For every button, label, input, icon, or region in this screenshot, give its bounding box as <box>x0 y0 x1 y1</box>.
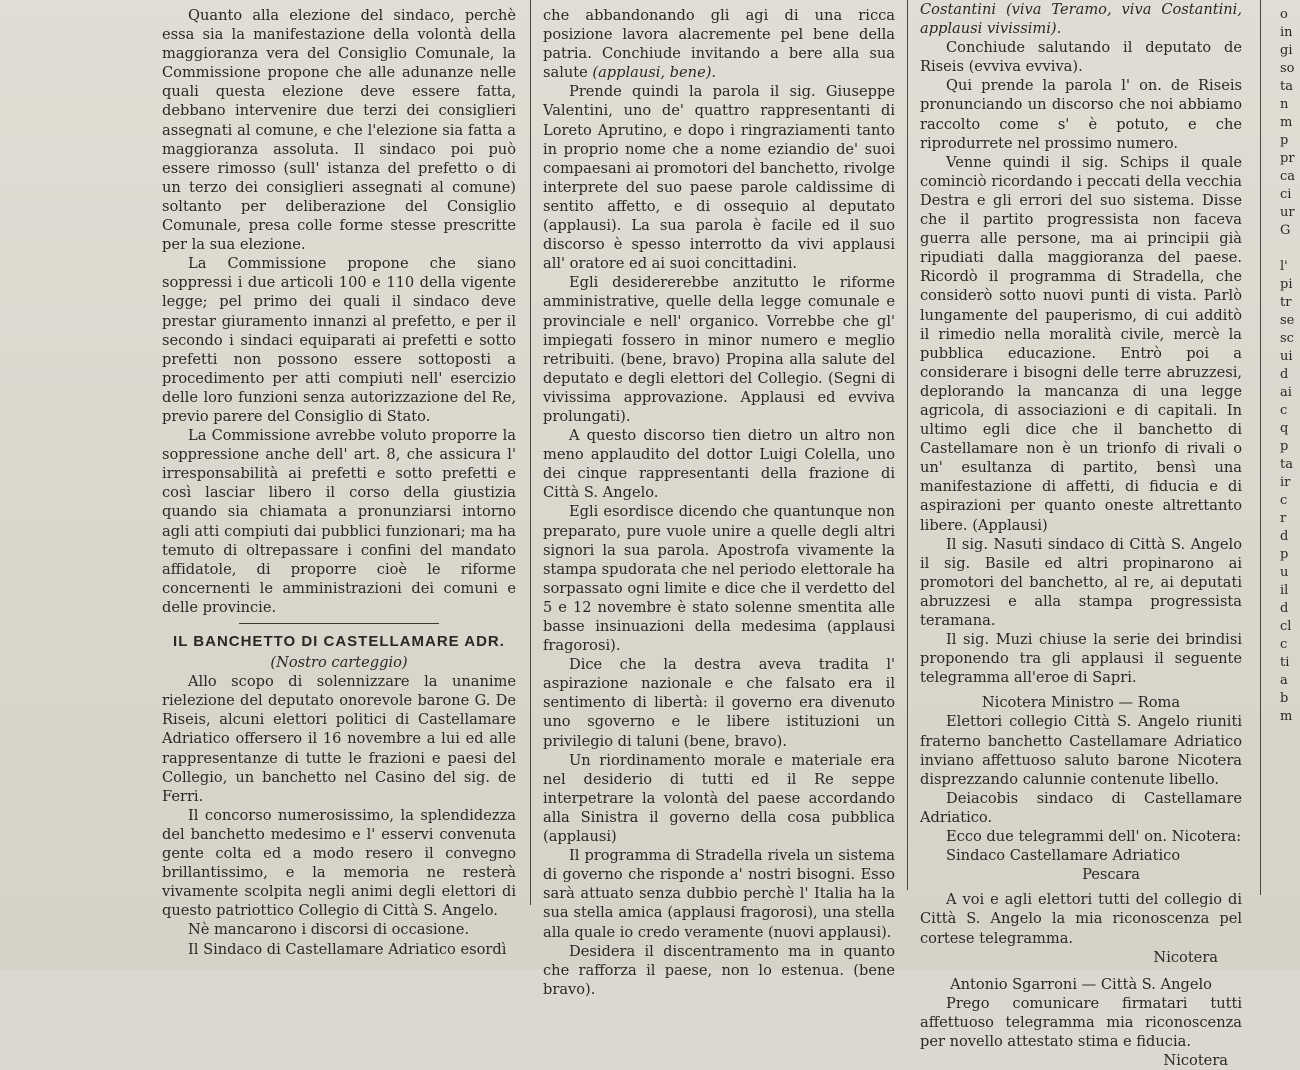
column-rule-2 <box>907 0 908 890</box>
column-4-line: ir <box>1280 475 1291 490</box>
col2-paragraph-6: Un riordinamento morale e materiale era nel desiderio di tutti ed il Re seppe interpetrare la volontà del paese accordando alla Sinistra il governo della cosa pubblica (applausi) <box>543 751 895 846</box>
column-4-line: ta <box>1280 457 1293 472</box>
telegram-2-heading: Sindaco Castellamare Adriatico <box>946 847 1181 865</box>
column-4-line: u <box>1280 565 1289 580</box>
column-4-line: pi <box>1280 277 1293 292</box>
col1-article-paragraph-4: Il Sindaco di Castellamare Adriatico esordì <box>188 940 507 958</box>
col2-paragraph-1: Prende quindi la parola il sig. Giuseppe Valentini, uno de' quattro rappresentanti di Loreto Aprutino, e dopo i ringraziamenti tanto in proprio nome che a nome eziandio de' suoi compaesani ai promotori del banchetto, rivolge interprete del suo paese parole caldissime di sentito affetto, e di ossequio al deputato (applausi). La sua parola è facile ed il suo discorso è spesso interrotto da vivi applausi all' oratore ed ai suoi concittadini. <box>543 83 895 273</box>
column-4-line <box>1280 240 1300 258</box>
column-2 <box>543 6 895 999</box>
column-4-line: ai <box>1280 385 1292 400</box>
column-rule-1 <box>530 0 531 905</box>
column-rule-3 <box>1260 0 1261 895</box>
column-4-line: d <box>1280 601 1289 616</box>
column-4-line: d <box>1280 367 1289 382</box>
telegram-3-heading: Antonio Sgarroni — Città S. Angelo <box>950 975 1212 993</box>
column-4-line: l' <box>1280 259 1288 274</box>
column-4-line: m <box>1280 115 1293 130</box>
column-4-line: q <box>1280 421 1289 436</box>
col1-article-paragraph-2: Il concorso numerosissimo, la splendidezza del banchetto medesimo e l' esservi convenuta gente colta ed a modo resero il convegno brillantissimo, e la memoria ne resterà vivamente scolpita negli animi degli elettori di questo patriottico Collegio di Città S. Angelo. <box>162 806 516 920</box>
column-4-line: c <box>1280 637 1288 652</box>
telegram-1-heading: Nicotera Ministro — Roma <box>981 694 1181 712</box>
col1-article-paragraph-1: Allo scopo di solennizzare la unanime rielezione del deputato onorevole barone G. De Riseis, alcuni elettori politici di Castellamare Adriatico offersero il 16 novembre a lui ed alle rappresentanze di tutte le frazioni e paesi del Collegio, un banchetto nel Casino del sig. de Ferri. <box>162 673 516 805</box>
column-4-line: d <box>1280 529 1289 544</box>
column-4-line: tr <box>1280 295 1292 310</box>
column-4-line: p <box>1280 133 1289 148</box>
telegram-1-signature: Deiacobis sindaco di Castellamare Adriatico. <box>920 789 1242 826</box>
column-4-line: G <box>1280 223 1291 238</box>
column-4-line: se <box>1280 313 1295 328</box>
telegram-1-body: Elettori collegio Città S. Angelo riuniti fraterno banchetto Castellamare Adriatico inviano affettuoso saluto barone Nicotera disprezzando calunnie contenute libello. <box>920 713 1242 788</box>
article-subhead: (Nostro carteggio) <box>270 654 408 672</box>
column-4-line: p <box>1280 439 1289 454</box>
column-4-line: ti <box>1280 655 1290 670</box>
col3-top-fragment: Costantini (viva Teramo, viva Costantini, applausi vivissimi). <box>920 1 1242 38</box>
column-4-line: ca <box>1280 169 1296 184</box>
column-4-line: c <box>1280 493 1288 508</box>
column-4-line: ui <box>1280 349 1293 364</box>
col3-paragraph-3: Venne quindi il sig. Schips il quale cominciò ricordando i peccati della vecchia Destra e gli errori del suo sistema. Disse che il partito progressista non faceva guerra alle persone, ma ai principii già ripudiati dalla maggioranza del paese. Ricordò il programma di Stradella, che considerò sotto nuovi punti di vista. Parlò lungamente del pauperismo, di cui additò il rimedio nella moralità civile, mercè la pubblica educazione. Entrò poi a considerare i bisogni delle terre abruzzesi, deplorando la mancanza di una legge agricola, di associazioni e di capitali. In ultimo egli dice che il banchetto di Castellamare non è un trionfo di rivali o un' esultanza di partito, bensì una manifestazione di affetti, di fiducia e di aspirazioni per quanto oneste altrettanto libere. (Applausi) <box>920 153 1242 534</box>
column-3 <box>920 0 1242 1070</box>
column-4-lines <box>1280 6 1300 726</box>
column-4-line: gi <box>1280 43 1293 58</box>
column-4-line: r <box>1280 511 1287 526</box>
telegram-3-body: Prego comunicare firmatari tutti affettuoso telegramma mia riconoscenza per novello attestato stima e fiducia. <box>920 994 1242 1050</box>
col2-paragraph-7: Il programma di Stradella rivela un sistema di governo che risponde a' nostri bisogni. Esso sarà attuato senza dubbio perchè l' Italia ha la sua stella amica (applausi fragorosi), una stella alla quale io credo veramente (nuovi applausi). <box>543 847 895 941</box>
article-headline: IL BANCHETTO DI CASTELLAMARE ADR. <box>173 633 505 650</box>
column-4-line: p <box>1280 547 1289 562</box>
column-4-line: b <box>1280 691 1289 706</box>
column-4-line: a <box>1280 673 1288 688</box>
telegram-2-body: A voi e agli elettori tutti del collegio di Città S. Angelo la mia riconoscenza pel cortese telegramma. <box>920 891 1242 947</box>
col2-paragraph-8: Desidera il discentramento ma in quanto che rafforza il paese, non lo estenua. (bene bravo). <box>543 942 895 998</box>
column-4-line: n <box>1280 97 1289 112</box>
column-4-line: so <box>1280 61 1295 76</box>
col2-paragraph-4: Egli esordisce dicendo che quantunque non preparato, pure vuole unire a quelle degli altri signori la sua parola. Apostrofa vivamente la stampa spudorata che nel periodo elettorale ha sorpassato ogni limite e dice che il verdetto del 5 e 12 novembre è stato solenne smentita alle basse insinuazioni della medesima (applausi fragorosi). <box>543 503 895 655</box>
col3-paragraph-4: Il sig. Nasuti sindaco di Città S. Angelo il sig. Basile ed altri propinarono ai promotori del banchetto, al re, ai deputati abruzzesi e alla stampa progressista teramana. <box>920 535 1242 629</box>
col1-paragraph-1: Quanto alla elezione del sindaco, perchè essa sia la manifestazione della volontà della maggioranza vera del Consiglio Comunale, la Commissione propone che alle adunanze nelle quali questa elezione deve essere fatta, debbano intervenire due terzi dei consiglieri assegnati al comune, e che l'elezione sia fatta a maggioranza assoluta. Il sindaco poi può essere rimosso (sull' istanza del prefetto o di un terzo dei consiglieri assegnati al comune) soltanto per deliberazione del Consiglio Comunale, presa colle forme stesse prescritte per la sua elezione. <box>162 7 516 254</box>
col1-article-paragraph-3: Nè mancarono i discorsi di occasione. <box>188 921 470 939</box>
col2-paragraph-5: Dice che la destra aveva tradita l' aspirazione nazionale e che falsato era il sentimento di libertà: il governo era divenuto uno sgoverno e le libere istituzioni un privilegio di taluni (bene, bravo). <box>543 656 895 750</box>
col2-paragraph-2: Egli desidererebbe anzitutto le riforme amministrative, quelle della legge comunale e provinciale e nell' organico. Vorrebbe che gl' impiegati fossero in minor numero e meglio retribuiti. (bene, bravo) Propina alla salute del deputato e degli elettori del Collegio. (Segni di vivissima approvazione. Applausi ed evviva prolungati). <box>543 274 895 425</box>
col3-paragraph-2: Qui prende la parola l' on. de Riseis pronunciando un discorso che noi abbiamo raccolto come s' è potuto, e che riprodurrete nel prossimo numero. <box>920 77 1242 152</box>
telegram-2-signature: Nicotera <box>1153 948 1218 966</box>
column-4-line: m <box>1280 709 1293 724</box>
column-4-line: cl <box>1280 619 1292 634</box>
column-4-fragment <box>1280 6 1300 726</box>
column-4-line: c <box>1280 403 1288 418</box>
col3-paragraph-1: Conchiude salutando il deputato de Riseis (evviva evviva). <box>920 39 1242 76</box>
col3-paragraph-5: Il sig. Muzi chiuse la serie dei brindisi proponendo tra gli applausi il seguente telegramma all'eroe di Sapri. <box>920 631 1242 687</box>
column-4-line: ta <box>1280 79 1293 94</box>
column-4-line: o <box>1280 7 1288 22</box>
col1-paragraph-3: La Commissione avrebbe voluto proporre la soppressione anche dell' art. 8, che assicura l' irresponsabilità ai prefetti e sotto prefetti e così lasciar libero il corso della giustizia quando sia chiamata a pronunziarsi intorno agli atti compiuti dai pubblici funzionari; ma ha temuto di oltrepassare i confini del mandato affidatole, di proporre cioè le riforme concernenti le amministrazioni dei comuni e delle provincie. <box>162 427 516 616</box>
col1-paragraph-2: La Commissione propone che siano soppressi i due articoli 100 e 110 della vigente legge; pel primo dei quali il sindaco deve prestar giuramento innanzi al prefetto, e per il secondo i sindaci equiparati ai prefetti e sotto prefetti non possono essere sottoposti a procedimento per atti compiuti nell' esercizio delle loro funzioni senza autorizzazione del Re, previo parere del Consiglio di Stato. <box>162 255 516 425</box>
column-4-line: pr <box>1280 151 1295 166</box>
column-4-line: il <box>1280 583 1289 598</box>
column-4-line: in <box>1280 25 1293 40</box>
column-4-line: sc <box>1280 331 1294 346</box>
col2-paragraph-3: A questo discorso tien dietro un altro non meno applaudito del dottor Luigi Colella, uno dei cinque rappresentanti della frazione di Città S. Angelo. <box>543 427 895 502</box>
telegrams-intro: Ecco due telegrammi dell' on. Nicotera: <box>946 828 1242 846</box>
telegram-3-signature: Nicotera <box>1163 1052 1228 1070</box>
col2-top-fragment: che abbandonando gli agi di una ricca posizione lavora alacremente pel bene della patria. Conchiude invitando a bere alla sua salute (applausi, bene). <box>543 7 895 82</box>
column-4-line: ur <box>1280 205 1295 220</box>
telegram-2-place: Pescara <box>1082 866 1140 884</box>
column-4-line: ci <box>1280 187 1292 202</box>
column-1 <box>162 6 516 959</box>
section-divider <box>239 623 439 624</box>
